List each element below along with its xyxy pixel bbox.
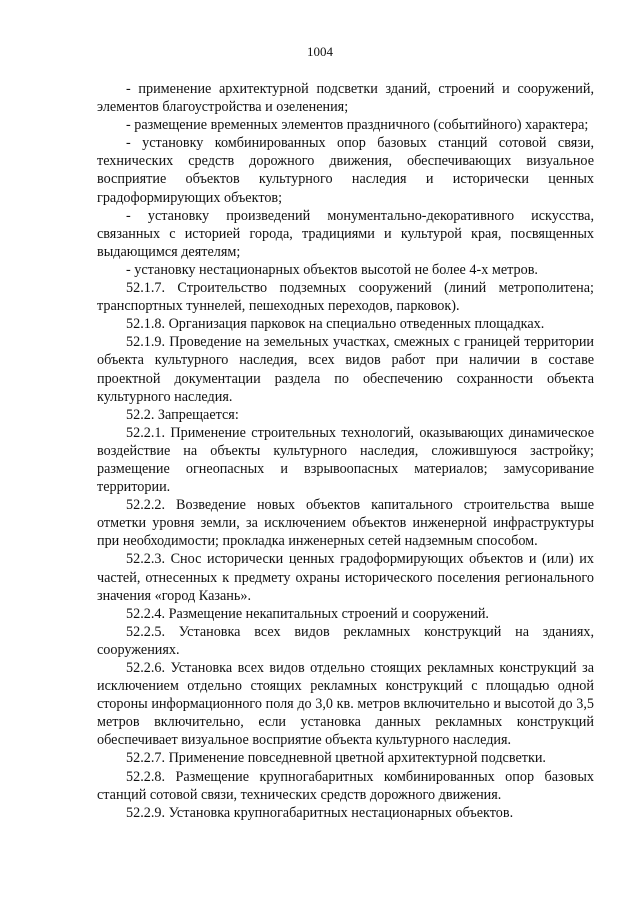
list-item-monumental-art: - установку произведений монументально-декоративного искусства, связанных с историей города, традициями и культурой края, посвященных выдающимся деятелям;	[97, 207, 594, 260]
clause-52-2-heading: 52.2. Запрещается:	[126, 406, 239, 423]
document-body	[97, 80, 594, 822]
page-number: 1004	[307, 44, 333, 59]
clause-52-2-5: 52.2.5. Установка всех видов рекламных конструкций на зданиях, сооружениях.	[97, 623, 594, 658]
clause-52-1-9: 52.1.9. Проведение на земельных участках, смежных с границей территории объекта культурного наследия, всех видов работ при наличии в составе проектной документации раздела по обеспечению сохранности объекта культурного наследия.	[97, 334, 594, 405]
clause-52-1-8: 52.1.8. Организация парковок на специально отведенных площадках.	[126, 316, 545, 333]
clause-52-2-2: 52.2.2. Возведение новых объектов капитального строительства выше отметки уровня земли, за исключением объектов инженерной инфраструктуры при необходимости; прокладка инженерных сетей надземным способом.	[97, 497, 594, 550]
list-item-lighting: - применение архитектурной подсветки зданий, строений и сооружений, элементов благоустройства и озеленения;	[97, 81, 594, 116]
clause-52-2-9: 52.2.9. Установка крупногабаритных нестационарных объектов.	[126, 804, 514, 821]
list-item-combined-supports: - установку комбинированных опор базовых станций сотовой связи, технических средств дорожного движения, обеспечивающих визуальное восприятие объектов культурного наследия и исторически ценных градоформирующих объектов;	[97, 135, 594, 206]
list-item-temporary-elements: - размещение временных элементов праздничного (событийного) характера;	[126, 117, 589, 134]
clause-52-2-3: 52.2.3. Снос исторически ценных градоформирующих объектов и (или) их частей, отнесенных к предмету охраны исторического поселения регионального значения «город Казань».	[97, 551, 594, 604]
clause-52-2-8: 52.2.8. Размещение крупногабаритных комбинированных опор базовых станций сотовой связи, технических средств дорожного движения.	[97, 768, 594, 803]
clause-52-1-7: 52.1.7. Строительство подземных сооружений (линий метрополитена; транспортных туннелей, пешеходных переходов, парковок).	[97, 280, 594, 315]
clause-52-2-7: 52.2.7. Применение повседневной цветной архитектурной подсветки.	[126, 750, 546, 767]
clause-52-2-1: 52.2.1. Применение строительных технологий, оказывающих динамическое воздействие на объекты культурного наследия, сложившуюся застройку; размещение огнеопасных и взрывоопасных материалов; замусоривание территории.	[97, 424, 594, 496]
list-item-non-stationary-objects: - установку нестационарных объектов высотой не более 4-х метров.	[126, 261, 538, 278]
clause-52-2-4: 52.2.4. Размещение некапитальных строений и сооружений.	[126, 605, 489, 622]
clause-52-2-6: 52.2.6. Установка всех видов отдельно стоящих рекламных конструкций за исключением отдельно стоящих рекламных конструкций с площадью одной стороны информационного поля до 3,0 кв. метров включительно и высотой до 3,5 метров включительно, если установка данных рекламных конструкций обеспечивает визуальное восприятие объекта культурного наследия.	[97, 660, 594, 749]
